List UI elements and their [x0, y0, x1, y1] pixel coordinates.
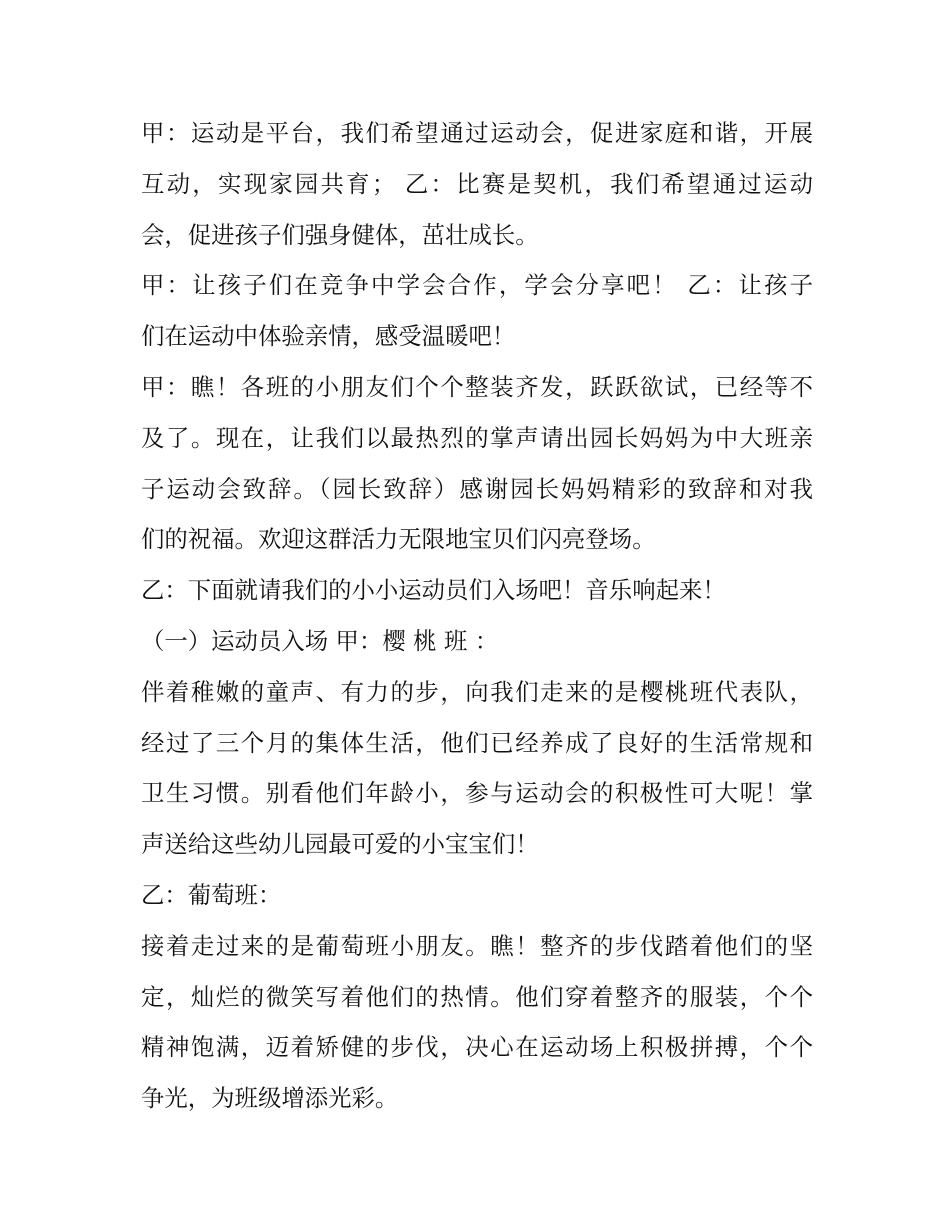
text-line: 声送给这些幼儿园最可爱的小宝宝们！ [141, 830, 539, 859]
text-line: 经过了三个月的集体生活，他们已经养成了良好的生活常规和 [141, 728, 813, 757]
text-line: 们的祝福。欢迎这群活力无限地宝贝们闪亮登场。 [141, 525, 656, 554]
text-line: 甲：让孩子们在竞争中学会合作，学会分享吧！ 乙：让孩子 [141, 271, 813, 300]
text-line: 接着走过来的是葡萄班小朋友。瞧！整齐的步伐踏着他们的坚 [141, 931, 813, 960]
text-line: 及了。现在，让我们以最热烈的掌声请出园长妈妈为中大班亲 [141, 423, 813, 452]
text-line: 会，促进孩子们强身健体，茁壮成长。 [141, 220, 539, 249]
text-line: 定，灿烂的微笑写着他们的热情。他们穿着整齐的服装，个个 [141, 982, 813, 1011]
text-line: 子运动会致辞。（园长致辞）感谢园长妈妈精彩的致辞和对我 [141, 474, 813, 503]
text-line: 甲：瞧！各班的小朋友们个个整装齐发，跃跃欲试，已经等不 [141, 372, 813, 401]
text-line: 精神饱满，迈着矫健的步伐，决心在运动场上积极拼搏，个个 [141, 1033, 813, 1062]
text-line: 们在运动中体验亲情，感受温暖吧！ [141, 322, 516, 351]
text-line: 伴着稚嫩的童声、有力的步，向我们走来的是樱桃班代表队， [141, 677, 813, 706]
text-line: 争光，为班级增添光彩。 [141, 1084, 399, 1113]
text-line: 乙：下面就请我们的小小运动员们入场吧！音乐响起来！ [141, 576, 726, 605]
text-line: 互动，实现家园共育； 乙：比赛是契机，我们希望通过运动 [141, 169, 813, 198]
text-line: 甲：运动是平台，我们希望通过运动会，促进家庭和谐，开展 [141, 119, 813, 147]
document-body [141, 108, 813, 1124]
text-line: 乙：葡萄班： [141, 880, 282, 909]
text-line: （一）运动员入场 甲：樱 桃 班 ： [141, 626, 499, 655]
text-line: 卫生习惯。别看他们年龄小，参与运动会的积极性可大呢！掌 [141, 779, 813, 808]
